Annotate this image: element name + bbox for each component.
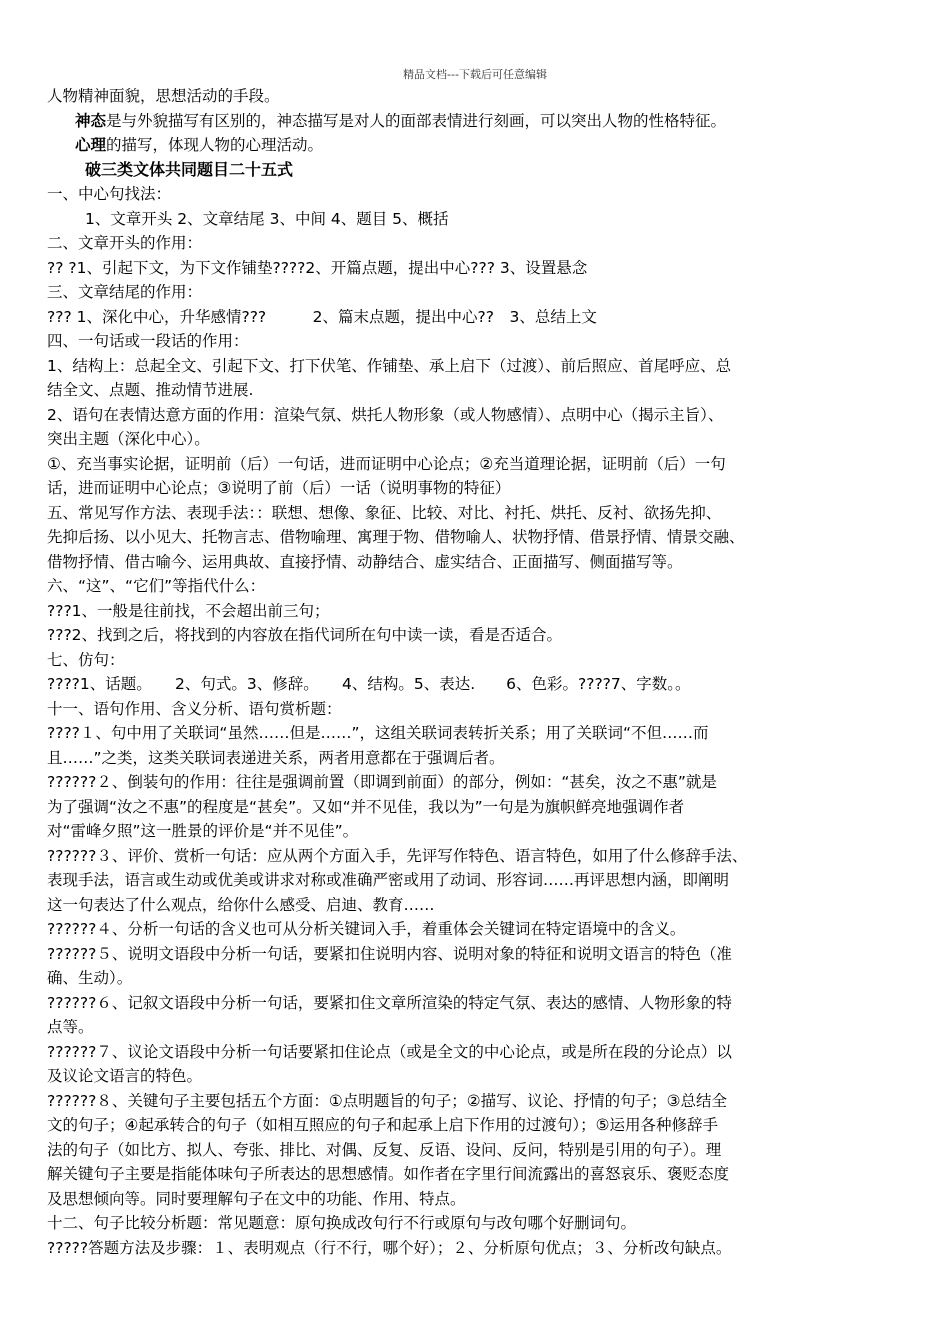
term-shentai: 神态 <box>75 111 107 130</box>
s2-heading: 二、文章开头的作用： <box>47 234 203 252</box>
s11-p2b: 为了强调“汝之不惠”的程度是“甚矣”。又如“并不见佳，我以为”一句是为旗帜鲜亮地强调作者 <box>47 797 685 816</box>
s5-b: 先抑后扬、以小见大、托物言志、借物喻理、寓理于物、借物喻人、状物抒情、借景抒情、情景交融、 <box>47 528 745 546</box>
s11-p6a: ??????６、记叙文语段中分析一句话，要紧扣住文章所渲染的特定气氛、表达的感情、人物形象的特 <box>47 993 732 1012</box>
s4-p3b: 话，进而证明中心论点；③说明了前（后）一话（说明事物的特征） <box>47 479 511 497</box>
s6-a: ???1、一般是往前找，不会超出前三句； <box>47 601 330 620</box>
intro-shentai <box>47 109 909 134</box>
s11-p6b: 点等。 <box>47 1018 94 1036</box>
s11-p1b: 且……”之类，这类关联词表递进关系，两者用意都在于强调后者。 <box>47 748 505 767</box>
s11-p3a: ??????３、评价、赏析一句话：应从两个方面入手，先评写作特色、语言特色，如用了什么修辞手法、 <box>47 846 748 865</box>
s11-p5a: ??????５、说明文语段中分析一句话，要紧扣住说明内容、说明对象的特征和说明文语言的特色（准 <box>47 944 732 963</box>
s11-p2a: ??????２、倒装句的作用：往往是强调前置（即调到前面）的部分，例如：“甚矣，汝之不惠”就是 <box>47 773 717 791</box>
s11-p3b: 表现手法，语言或生动或优美或讲求对称或准确严密或用了动词、形容词……再评思想内涵，即阐明 <box>47 871 730 889</box>
s11-p3c: 这一句表达了什么观点，给你什么感受、启迪、教育…… <box>47 895 435 914</box>
s4-p1a: 1、结构上：总起全文、引起下文、打下伏笔、作铺垫、承上启下（过渡）、前后照应、首尾呼应、总 <box>47 356 732 375</box>
s11-p2c: 对“雷峰夕照”这一胜景的评价是“并不见佳”。 <box>47 822 359 840</box>
s11-p8a: ??????８、关键句子主要包括五个方面：①点明题旨的句子；②描写、议论、抒情的句子；③总结全 <box>47 1091 728 1110</box>
s12-heading: 十二、句子比较分析题：常见题意：原句换成改句行不行或原句与改句哪个好删词句。 <box>47 1214 637 1232</box>
intro-xinli <box>47 133 909 158</box>
s6-b: ???2、找到之后，将找到的内容放在指代词所在句中读一读，看是否适合。 <box>47 626 563 644</box>
s3-heading: 三、文章结尾的作用： <box>47 283 203 301</box>
s7-heading: 七、仿句： <box>47 650 125 669</box>
s11-p7a: ??????７、议论文语段中分析一句话要紧扣住论点（或是全文的中心论点，或是所在段的分论点）以 <box>47 1042 732 1061</box>
s11-p7b: 及议论文语言的特色。 <box>47 1067 203 1085</box>
s1-heading: 一、中心句找法： <box>47 185 172 203</box>
page-header: 精品文档---下载后可任意编辑 <box>403 68 547 81</box>
s5-c: 借物抒情、借古喻今、运用典故、直接抒情、动静结合、虚实结合、正面描写、侧面描写等。 <box>47 552 683 571</box>
s12-text: ?????答题方法及步骤：１、表明观点（行不行，哪个好）；２、分析原句优点；３、分析改句缺点。 <box>47 1238 732 1257</box>
intro-line-1: 人物精神面貌，思想活动的手段。 <box>47 87 280 105</box>
s11-p8e: 及思想倾向等。同时要理解句子在文中的功能、作用、特点。 <box>47 1189 466 1208</box>
s11-p8c: 法的句子（如比方、拟人、夸张、排比、对偶、反复、反语、设问、反问，特别是引用的句子）。理 <box>47 1140 722 1159</box>
s4-heading: 四、一句话或一段话的作用： <box>47 332 249 350</box>
s11-heading: 十一、语句作用、含义分析、语句赏析题： <box>47 699 342 718</box>
s3-text: ??? 1、深化中心，升华感情??? 2、篇末点题，提出中心?? 3、总结上文 <box>47 307 597 326</box>
s4-p3a: ①、充当事实论据，证明前（后）一句话，进而证明中心论点；②充当道理论据，证明前（后）一句 <box>47 454 726 473</box>
xinli-text: 的描写，体现人物的心理活动。 <box>106 136 324 154</box>
term-xinli: 心理 <box>75 136 107 154</box>
s11-p8b: 文的句子；④起承转合的句子（如相互照应的句子和起承上启下作用的过渡句）；⑤运用各种修辞手 <box>47 1116 719 1134</box>
section-title: 破三类文体共同题目二十五式 <box>85 159 294 179</box>
document-body <box>47 84 909 1260</box>
s4-p2a: 2、语句在表情达意方面的作用：渲染气氛、烘托人物形象（或人物感情）、点明中心（揭示主旨）、 <box>47 405 724 424</box>
s7-text: ????1、话题。 2、句式。3、修辞。 4、结构。5、表达. 6、色彩。????7、字数。。 <box>47 675 691 693</box>
s2-text: ?? ?1、引起下文，为下文作铺垫????2、开篇点题，提出中心??? 3、设置悬念 <box>47 258 588 277</box>
s11-p8d: 解关键句子主要是指能体味句子所表达的思想感情。如作者在字里行间流露出的喜怒哀乐、褒贬态度 <box>47 1165 730 1183</box>
shentai-text: 是与外貌描写有区别的，神态描写是对人的面部表情进行刻画，可以突出人物的性格特征。 <box>106 111 727 130</box>
s5-a: 五、常见写作方法、表现手法：：联想、想像、象征、比较、对比、衬托、烘托、反衬、欲扬先抑、 <box>47 503 722 522</box>
s11-p5b: 确、生动）。 <box>47 969 133 987</box>
s11-p4: ??????４、分析一句话的含义也可从分析关键词入手，着重体会关键词在特定语境中的含义。 <box>47 920 686 938</box>
s4-p2b: 突出主题（深化中心）。 <box>47 430 210 448</box>
s1-text: 1、文章开头 2、文章结尾 3、中间 4、题目 5、概括 <box>85 209 449 228</box>
s6-heading: 六、“这”、“它们”等指代什么： <box>47 577 266 595</box>
s11-p1a: ????１、句中用了关联词“虽然……但是……”，这组关联词表转折关系；用了关联词“不但……而 <box>47 724 709 742</box>
s4-p1b: 结全文、点题、推动情节进展. <box>47 381 254 399</box>
